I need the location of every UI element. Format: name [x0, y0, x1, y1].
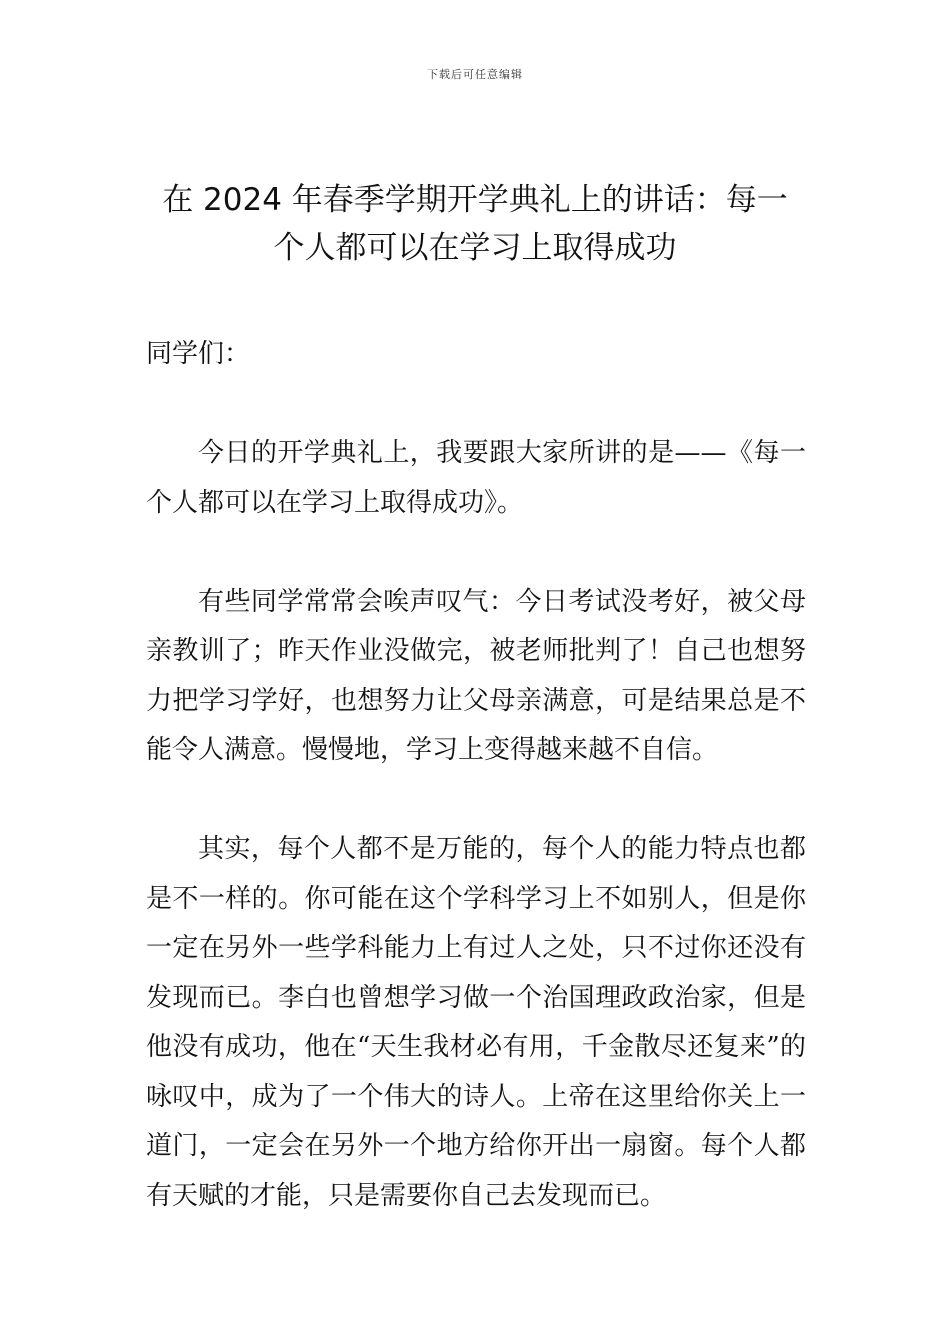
document-title: 在 2024 年春季学期开学典礼上的讲话：每一个人都可以在学习上取得成功: [162, 182, 788, 266]
paragraph-1: 今日的开学典礼上，我要跟大家所讲的是——《每一个人都可以在学习上取得成功》。: [146, 438, 806, 518]
header-note: 下载后可任意编辑: [427, 68, 523, 81]
document-body: [146, 330, 806, 1271]
paragraph-3: 其实，每个人都不是万能的，每个人的能力特点也都是不一样的。你可能在这个学科学习上不如别人，但是你一定在另外一些学科能力上有过人之处，只不过你还没有发现而已。李白也曾想学习做一个治国理政政治家，但是他没有成功，他在“天生我材必有用，千金散尽还复来”的咏叹中，成为了一个伟大的诗人。上帝在这里给你关上一道门，一定会在另外一个地方给你开出一扇窗。每个人都有天赋的才能，只是需要你自己去发现而已。: [146, 834, 806, 1211]
paragraph-2: 有些同学常常会唉声叹气：今日考试没考好，被父母亲教训了；昨天作业没做完，被老师批判了！自己也想努力把学习学好，也想努力让父母亲满意，可是结果总是不能令人满意。慢慢地，学习上变得越来越不自信。: [146, 586, 806, 765]
salutation: 同学们：: [146, 339, 251, 369]
